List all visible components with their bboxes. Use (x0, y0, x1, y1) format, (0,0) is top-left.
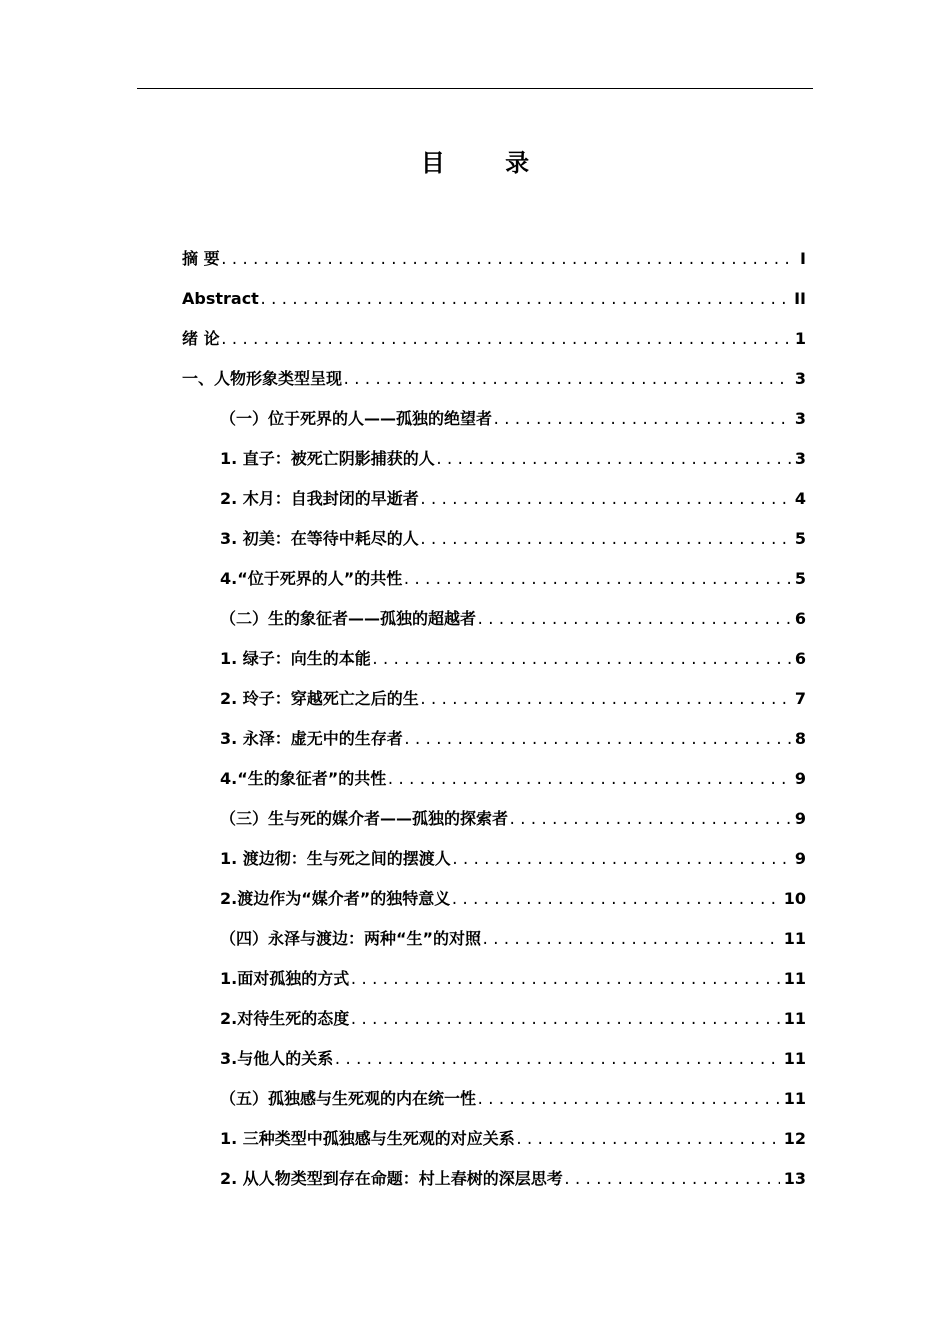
toc-entry-label: （三）生与死的媒介者——孤独的探索者 (220, 809, 509, 828)
dot-leader (508, 807, 791, 833)
dot-leader (220, 247, 796, 273)
toc-entry-page: 11 (783, 969, 806, 988)
page-title: 目 录 (420, 149, 556, 177)
toc-entry-label: 2. 木月：自我封闭的早逝者 (220, 489, 419, 508)
toc-entry[interactable] (182, 846, 806, 886)
toc-entry-page: 5 (794, 529, 806, 548)
toc-entry-page: 9 (794, 769, 806, 788)
toc-entry[interactable] (182, 686, 806, 726)
toc-entry[interactable] (182, 446, 806, 486)
dot-leader (435, 447, 791, 473)
toc-entry[interactable] (182, 486, 806, 526)
toc-entry-page: 9 (794, 809, 806, 828)
dot-leader (481, 927, 780, 953)
dot-leader (220, 327, 791, 353)
toc-entry-label: 1. 三种类型中孤独感与生死观的对应关系 (220, 1129, 515, 1148)
toc-entry[interactable] (182, 526, 806, 566)
toc-entry-label: 3.与他人的关系 (220, 1049, 334, 1068)
toc-entry[interactable] (182, 406, 806, 446)
toc-entry-label: 3. 初美：在等待中耗尽的人 (220, 529, 419, 548)
toc-entry-label: 3. 永泽：虚无中的生存者 (220, 729, 403, 748)
toc-entry[interactable] (182, 1166, 806, 1206)
toc-entry[interactable] (182, 566, 806, 606)
toc-entry-page: 6 (794, 609, 806, 628)
toc-entry-page: 5 (794, 569, 806, 588)
toc-entry-label: 2.渡边作为“媒介者”的独特意义 (220, 889, 451, 908)
dot-leader (515, 1127, 780, 1153)
toc-entry-page: I (800, 249, 806, 268)
toc-entry[interactable] (182, 966, 806, 1006)
dot-leader (563, 1167, 780, 1193)
toc-entry-page: 11 (783, 1009, 806, 1028)
header-rule (137, 88, 813, 89)
toc-entry-page: 13 (783, 1169, 806, 1188)
toc-entry-label: 2. 玲子：穿越死亡之后的生 (220, 689, 419, 708)
dot-leader (259, 287, 790, 313)
dot-leader (349, 967, 780, 993)
toc-entry-page: 8 (794, 729, 806, 748)
table-of-contents (182, 246, 806, 1206)
toc-entry-page: 6 (794, 649, 806, 668)
dot-leader (371, 647, 791, 673)
toc-entry-page: II (794, 289, 806, 308)
toc-entry-page: 7 (794, 689, 806, 708)
toc-entry[interactable] (182, 286, 806, 326)
toc-entry[interactable] (182, 1086, 806, 1126)
toc-entry-label: 4.“位于死界的人”的共性 (220, 569, 403, 588)
toc-entry[interactable] (182, 806, 806, 846)
dot-leader (349, 1007, 780, 1033)
toc-entry-page: 3 (794, 449, 806, 468)
toc-entry[interactable] (182, 246, 806, 286)
toc-entry-label: （四）永泽与渡边：两种“生”的对照 (220, 929, 482, 948)
dot-leader (419, 487, 791, 513)
toc-entry[interactable] (182, 366, 806, 406)
dot-leader (386, 767, 791, 793)
toc-entry-label: （五）孤独感与生死观的内在统一性 (220, 1089, 477, 1108)
toc-entry-label: Abstract (182, 289, 259, 308)
dot-leader (419, 687, 791, 713)
dot-leader (403, 727, 791, 753)
toc-entry[interactable] (182, 1006, 806, 1046)
toc-entry[interactable] (182, 326, 806, 366)
dot-leader (450, 887, 779, 913)
dot-leader (333, 1047, 780, 1073)
toc-entry-page: 11 (783, 929, 806, 948)
toc-entry-label: 2. 从人物类型到存在命题：村上春树的深层思考 (220, 1169, 563, 1188)
toc-entry[interactable] (182, 646, 806, 686)
toc-entry[interactable] (182, 886, 806, 926)
dot-leader (402, 567, 791, 593)
toc-entry-page: 1 (794, 329, 806, 348)
toc-entry-page: 4 (794, 489, 806, 508)
toc-entry[interactable] (182, 766, 806, 806)
dot-leader (451, 847, 791, 873)
toc-entry-label: 1. 直子：被死亡阴影捕获的人 (220, 449, 435, 468)
dot-leader (419, 527, 791, 553)
toc-entry-label: 一、人物形象类型呈现 (182, 369, 343, 388)
toc-entry-label: 1. 绿子：向生的本能 (220, 649, 371, 668)
toc-entry-label: 1.面对孤独的方式 (220, 969, 350, 988)
dot-leader (476, 607, 791, 633)
toc-entry[interactable] (182, 1046, 806, 1086)
toc-entry[interactable] (182, 726, 806, 766)
dot-leader (492, 407, 791, 433)
toc-entry[interactable] (182, 1126, 806, 1166)
toc-entry-label: （一）位于死界的人——孤独的绝望者 (220, 409, 493, 428)
toc-entry-page: 3 (794, 409, 806, 428)
dot-leader (342, 367, 791, 393)
toc-entry[interactable] (182, 926, 806, 966)
toc-entry-label: （二）生的象征者——孤独的超越者 (220, 609, 477, 628)
toc-entry-page: 11 (783, 1049, 806, 1068)
toc-entry-page: 10 (783, 889, 806, 908)
toc-entry-label: 摘 要 (182, 249, 220, 268)
toc-entry-label: 绪 论 (182, 329, 220, 348)
dot-leader (476, 1087, 780, 1113)
toc-entry-page: 9 (794, 849, 806, 868)
toc-entry-page: 3 (794, 369, 806, 388)
toc-entry-label: 4.“生的象征者”的共性 (220, 769, 387, 788)
toc-entry[interactable] (182, 606, 806, 646)
toc-entry-page: 11 (783, 1089, 806, 1108)
toc-entry-label: 1. 渡边彻：生与死之间的摆渡人 (220, 849, 451, 868)
toc-entry-label: 2.对待生死的态度 (220, 1009, 350, 1028)
toc-entry-page: 12 (783, 1129, 806, 1148)
